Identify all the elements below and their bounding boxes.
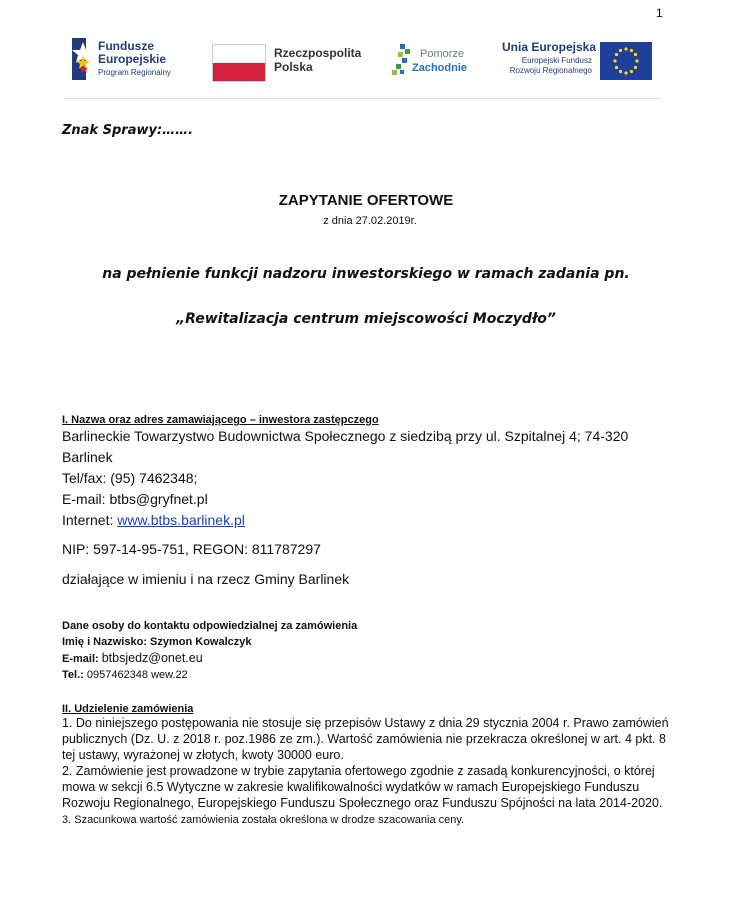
rzeczpospolita-logo xyxy=(212,42,362,84)
contact-tel-label: Tel.: xyxy=(62,669,87,681)
organization-address: Barlineckie Towarzystwo Budownictwa Społecznego z siedzibą przy ul. Szpitalnej 4; 74-320 Barlinek xyxy=(62,428,629,465)
logo-bar xyxy=(64,30,662,99)
fundusze-europejskie-logo xyxy=(72,36,192,86)
acting-on-behalf: działające w imieniu i na rzecz Gminy Barlinek xyxy=(62,571,350,587)
internet-line xyxy=(62,510,672,531)
unia-europejska-logo xyxy=(500,36,660,84)
ue-title: Unia Europejska xyxy=(502,40,597,54)
contact-section xyxy=(62,618,672,683)
section-2-heading: II. Udzielenie zamówienia xyxy=(62,703,194,715)
contact-email-label: E-mail: xyxy=(62,653,102,665)
subject-line-1: na pełnienie funkcji nadzoru inwestorskiego w ramach zadania pn. xyxy=(102,266,630,282)
case-number: Znak Sprawy:……. xyxy=(62,123,194,138)
website-link[interactable]: www.btbs.barlinek.pl xyxy=(117,512,245,528)
eu-flag-icon xyxy=(600,42,652,80)
pz-line1: Pomorze xyxy=(420,48,465,60)
tel-fax: Tel/fax: (95) 7462348; xyxy=(62,470,198,486)
internet-label: Internet: xyxy=(62,512,118,528)
fe-star-icon xyxy=(72,36,94,82)
pz-line2: Zachodnie xyxy=(412,62,468,74)
page-number: 1 xyxy=(656,6,663,20)
pomorze-zachodnie-logo xyxy=(390,40,490,84)
section-2-paragraph-3: 3. Szacunkowa wartość zamówienia została określona w drodze szacowania ceny. xyxy=(62,814,465,826)
contact-tel xyxy=(62,667,672,683)
subject-line-2: „Rewitalizacja centrum miejscowości Moczydło” xyxy=(176,311,556,327)
nip-regon: NIP: 597-14-95-751, REGON: 811787297 xyxy=(62,541,321,557)
section-1-heading: I. Nazwa oraz adres zamawiającego – inwestora zastępczego xyxy=(62,414,379,426)
fe-line1: Fundusze xyxy=(98,39,154,53)
contact-tel-value: 0957462348 wew.22 xyxy=(86,669,188,681)
contact-email-value: btbsjedz@onet.eu xyxy=(101,651,203,665)
document-title: ZAPYTANIE OFERTOWE xyxy=(278,192,454,209)
fe-line2: Europejskie xyxy=(98,52,167,66)
section-1 xyxy=(62,414,672,590)
document-date: z dnia 27.02.2019r. xyxy=(323,215,417,227)
email-line: E-mail: btbs@gryfnet.pl xyxy=(62,491,208,507)
ue-sub1: Europejski Fundusz xyxy=(521,56,592,65)
contact-heading: Dane osoby do kontaktu odpowiedzialnej za zamówienia xyxy=(62,620,358,632)
polish-flag-icon xyxy=(212,44,266,82)
contact-email xyxy=(62,650,672,667)
contact-name: Imię i Nazwisko: Szymon Kowalczyk xyxy=(62,636,252,648)
section-2-paragraph-2: 2. Zamówienie jest prowadzone w trybie zapytania ofertowego zgodnie z zasadą konkurencyjności, o której mowa w sekcji 6.5 Wytyczne w zakresie kwalifikowalności wydatków w ramach Europejskiego Funduszu Rozwoju Regionalnego, Europejskiego Funduszu Społecznego oraz Funduszu Spójności na lata 2014-2020. xyxy=(62,764,663,810)
fe-sub: Program Regionalny xyxy=(98,68,171,77)
rp-line1: Rzeczpospolita xyxy=(274,46,362,60)
section-2 xyxy=(62,703,674,828)
ue-sub2: Rozwoju Regionalnego xyxy=(509,66,592,75)
rp-line2: Polska xyxy=(274,60,313,74)
section-2-paragraph-1: 1. Do niniejszego postępowania nie stosuje się przepisów Ustawy z dnia 29 stycznia 2004 r. Prawo zamówień publicznych (Dz. U. z 2018 r. poz.1986 ze zm.). Wartość zamówienia nie przekracza określonej w art. 4 pkt. 8 tej ustawy, wyrażonej w złotych, kwoty 30000 euro. xyxy=(62,716,669,762)
